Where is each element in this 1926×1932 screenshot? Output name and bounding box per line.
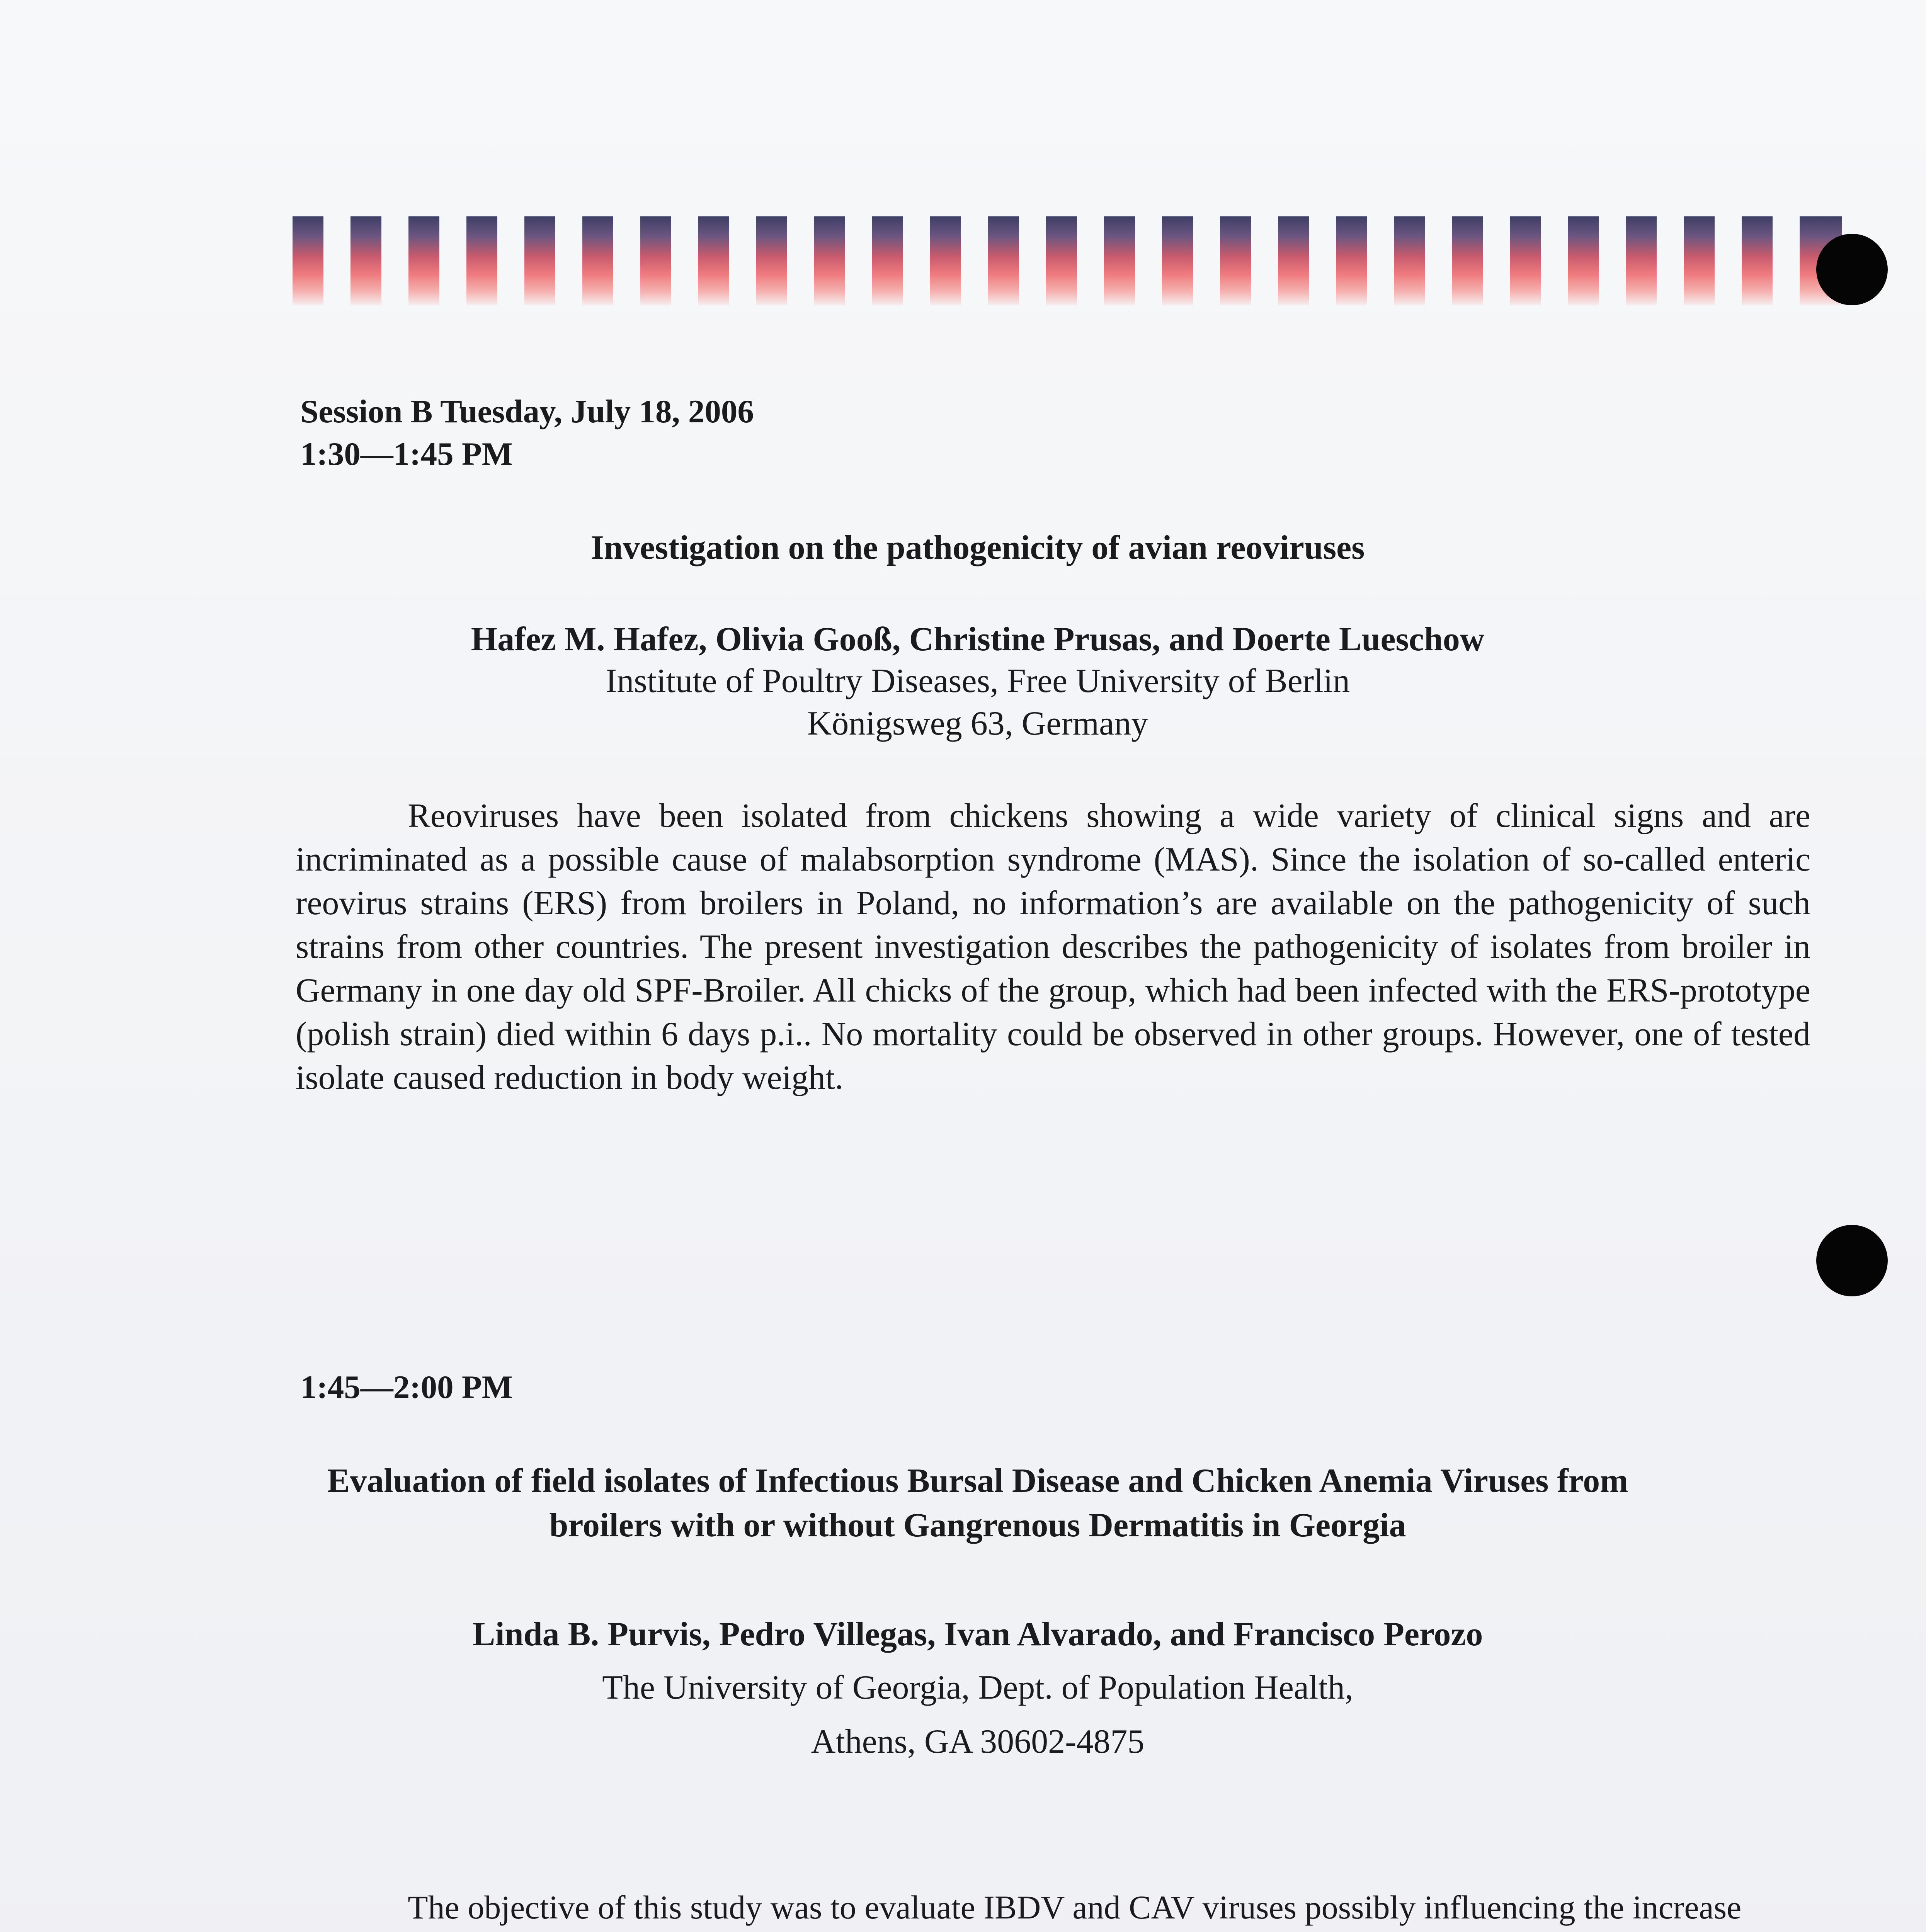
band-stripe <box>1336 216 1367 305</box>
binder-hole-middle <box>1816 1225 1888 1296</box>
author-affiliation: The University of Georgia, Dept. of Population Health, <box>602 1669 1353 1706</box>
band-stripe <box>1104 216 1135 305</box>
band-stripe <box>1742 216 1773 305</box>
band-stripe <box>698 216 729 305</box>
band-stripe <box>1278 216 1309 305</box>
band-stripe <box>988 216 1019 305</box>
band-stripe <box>524 216 555 305</box>
author-address: Königsweg 63, Germany <box>807 705 1148 742</box>
abstract-body: The objective of this study was to evaluate IBDV and CAV viruses possibly influencing the increase <box>408 1889 1742 1926</box>
band-stripe <box>1626 216 1657 305</box>
band-stripe <box>814 216 845 305</box>
band-stripe <box>756 216 787 305</box>
abstract-title-line-1: Evaluation of field isolates of Infectious Bursal Disease and Chicken Anemia Viruses from <box>327 1462 1628 1500</box>
band-stripe <box>466 216 497 305</box>
abstract-body: Reoviruses have been isolated from chickens showing a wide variety of clinical signs and are incriminated as a possible cause of malabsorption syndrome (MAS). Since the isolation of so-called enteric reovirus strains (ERS) from broilers in Poland, no information’s are available on the pathogenicity of such strains from other countries. The present investigation describes the pathogenicity of isolates from broiler in Germany in one day old SPF-Broiler. All chicks of the group, which had been infected with the ERS-prototype (polish strain) died within 6 days p.i.. No mortality could be observed in other groups. However, one of tested isolate caused reduction in body weight. <box>296 797 1810 1097</box>
author-affiliation: Institute of Poultry Diseases, Free University of Berlin <box>606 662 1350 700</box>
band-stripe <box>350 216 381 305</box>
author-address: Athens, GA 30602-4875 <box>811 1723 1145 1760</box>
band-stripe <box>872 216 903 305</box>
band-stripe <box>1568 216 1599 305</box>
band-stripe <box>1452 216 1483 305</box>
session-time: 1:30—1:45 PM <box>300 436 513 472</box>
band-stripe <box>408 216 439 305</box>
band-stripe <box>1220 216 1251 305</box>
band-stripe <box>582 216 613 305</box>
abstract-authors: Linda B. Purvis, Pedro Villegas, Ivan Alvarado, and Francisco Perozo <box>472 1616 1483 1653</box>
band-stripe <box>293 216 323 305</box>
decorative-header-band <box>293 216 1869 305</box>
session-time: 1:45—2:00 PM <box>300 1369 513 1405</box>
band-stripe <box>1046 216 1077 305</box>
abstract-authors: Hafez M. Hafez, Olivia Gooß, Christine Prusas, and Doerte Lueschow <box>471 621 1485 658</box>
band-stripe <box>1684 216 1715 305</box>
binder-hole-top <box>1816 234 1888 305</box>
abstract-title-line-2: broilers with or without Gangrenous Dermatitis in Georgia <box>549 1507 1406 1544</box>
band-stripe <box>1162 216 1193 305</box>
band-stripe <box>640 216 671 305</box>
session-heading: Session B Tuesday, July 18, 2006 <box>300 393 754 430</box>
band-stripe <box>1510 216 1541 305</box>
band-stripe <box>930 216 961 305</box>
abstract-title: Investigation on the pathogenicity of avian reoviruses <box>590 529 1365 566</box>
band-stripe <box>1394 216 1425 305</box>
